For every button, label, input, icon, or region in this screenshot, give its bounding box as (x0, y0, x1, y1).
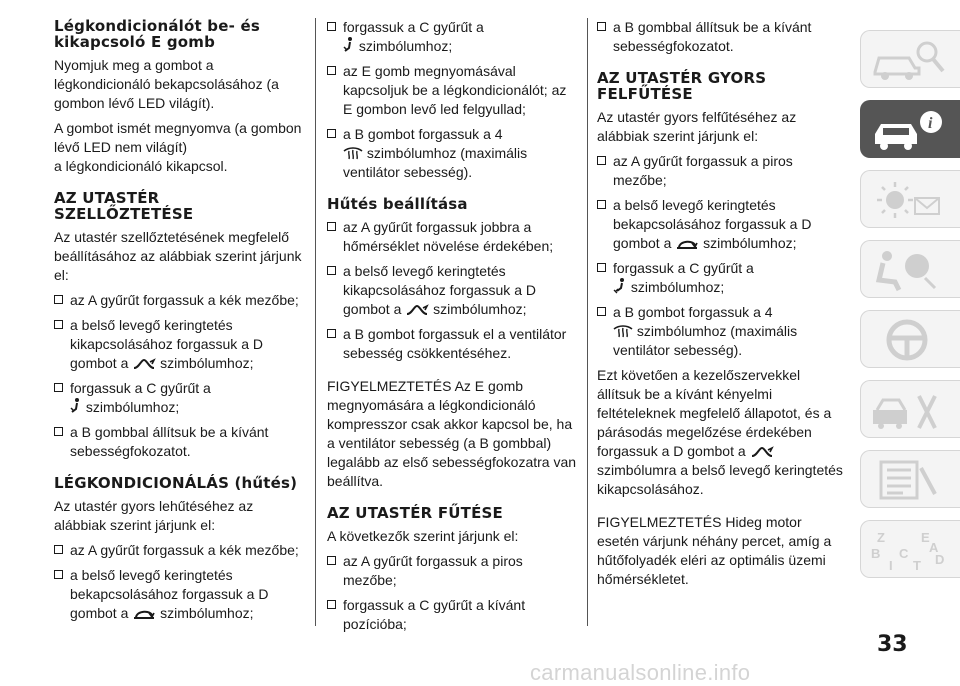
heading-ventilation: AZ UTASTÉR SZELLŐZTETÉSE (54, 189, 194, 223)
fresh-air-icon (750, 446, 774, 458)
list-item: a belső levegő keringtetés kikapcsolásához forgassuk a D gombot a szimbólumhoz; (54, 316, 302, 373)
tab-alphabetical-index[interactable] (860, 520, 960, 578)
tab-maintenance[interactable] (860, 450, 960, 508)
fresh-air-icon (132, 358, 156, 370)
checkbox-bullet-icon (597, 156, 606, 165)
text-column-3 (597, 18, 847, 595)
air-to-feet-icon (70, 398, 82, 414)
list-item: a B gombbal állítsuk be a kívánt sebességfokozatot. (54, 423, 302, 461)
checkbox-bullet-icon (54, 383, 63, 392)
checkbox-bullet-icon (54, 545, 63, 554)
car-search-icon (869, 38, 949, 82)
list-item: a B gombot forgassuk el a ventilátor sebesség csökkentéséhez. (327, 325, 577, 363)
tab-safety[interactable] (860, 240, 960, 298)
list-item: a belső levegő keringtetés bekapcsolásához forgassuk a D gombot a szimbólumhoz; (54, 566, 302, 623)
checkbox-bullet-icon (327, 556, 336, 565)
index-letter: D (935, 552, 945, 567)
tab-emergency[interactable] (860, 380, 960, 438)
index-letter: C (899, 546, 909, 561)
checkbox-bullet-icon (597, 263, 606, 272)
warning-paragraph: FIGYELMEZTETÉS Az E gomb megnyomására a légkondicionáló kompresszor csak akkor kapcsol be, ha a ventilátor sebesség (a B gombbal) legalább az első sebességfokozatra van beállítva. (327, 378, 577, 489)
checkbox-bullet-icon (327, 329, 336, 338)
checkbox-bullet-icon (327, 66, 336, 75)
air-recirculation-icon (132, 608, 156, 620)
tab-driving[interactable] (860, 310, 960, 368)
paragraph: A gombot ismét megnyomva (a gombon lévő LED nem világít) a légkondicionáló kikapcsol. (54, 120, 302, 174)
checkbox-bullet-icon (54, 295, 63, 304)
list-item: az A gyűrűt forgassuk jobbra a hőmérséklet növelése érdekében; (327, 218, 577, 256)
paragraph: Az utastér szellőztetésének megfelelő beállításához az alábbiak szerint járjunk el: (54, 229, 302, 283)
checkbox-bullet-icon (54, 320, 63, 329)
list-item: a B gombot forgassuk a 4 szimbólumhoz (maximális ventilátor sebesség). (327, 125, 577, 182)
list-item: forgassuk a C gyűrűt a szimbólumhoz; (327, 18, 577, 56)
index-letter: Z (877, 530, 885, 545)
index-letter: A (929, 540, 939, 555)
air-recirculation-icon (675, 238, 699, 250)
warning-light-icon (869, 178, 949, 222)
checkbox-bullet-icon (327, 129, 336, 138)
air-feet-windscreen-icon (613, 278, 627, 294)
list-item: az A gyűrűt forgassuk a kék mezőbe; (54, 291, 302, 310)
index-letter: T (913, 558, 921, 572)
checkbox-bullet-icon (597, 22, 606, 31)
list-item: az A gyűrűt forgassuk a kék mezőbe; (54, 541, 302, 560)
warning-paragraph: FIGYELMEZTETÉS Hideg motor esetén várjunk néhány percet, amíg a hűtőfolyadék eléri az optimális üzemi hőmérsékletet. (597, 514, 832, 587)
list-item: az A gyűrűt forgassuk a piros mezőbe; (327, 552, 577, 590)
heading-ac-switch: Légkondicionálót be- és kikapcsoló E gomb (54, 17, 260, 51)
checkbox-bullet-icon (54, 427, 63, 436)
checkbox-bullet-icon (327, 22, 336, 31)
checkbox-bullet-icon (597, 200, 606, 209)
tab-car-search[interactable] (860, 30, 960, 88)
page-number: 33 (877, 632, 908, 657)
heading-heating: AZ UTASTÉR FŰTÉSE (327, 504, 503, 522)
defrost-icon (613, 324, 633, 338)
index-list-icon (869, 458, 949, 502)
checkbox-bullet-icon (327, 266, 336, 275)
car-info-icon (869, 108, 949, 152)
list-item: a belső levegő keringtetés bekapcsolásához forgassuk a D gombot a szimbólumhoz; (597, 196, 847, 253)
watermark: carmanualsonline.info (530, 660, 751, 685)
alphabet-index-icon (869, 528, 949, 572)
checkbox-bullet-icon (54, 570, 63, 579)
index-letter: E (921, 530, 930, 545)
air-to-feet-icon (343, 37, 355, 53)
column-divider (587, 18, 588, 626)
checkbox-bullet-icon (327, 222, 336, 231)
list-item: az A gyűrűt forgassuk a piros mezőbe; (597, 152, 847, 190)
heading-cooling: LÉGKONDICIONÁLÁS (hűtés) (54, 474, 298, 492)
list-item: forgassuk a C gyűrűt a szimbólumhoz; (54, 379, 302, 417)
checkbox-bullet-icon (597, 307, 606, 316)
paragraph: Az utastér gyors felfűtéséhez az alábbiak szerint járjunk el: (597, 109, 797, 144)
paragraph: Az utastér gyors lehűtéséhez az alábbiak szerint járjunk el: (54, 498, 254, 533)
tab-warning-lights[interactable] (860, 170, 960, 228)
list-item: a belső levegő keringtetés kikapcsolásához forgassuk a D gombot a szimbólumhoz; (327, 262, 577, 319)
column-divider (315, 18, 316, 626)
text-column-2 (327, 18, 577, 640)
index-letter: I (889, 558, 893, 572)
defrost-icon (343, 146, 363, 160)
tab-car-info[interactable] (860, 100, 960, 158)
paragraph: Ezt követően a kezelőszervekkel állítsuk be a kívánt kényelmi feltételeknek megfelelő állapotot, és a párásodás megelőzése érdekében forgassuk a D gombot a szimbólumra a belső levegő keringtetés kikapcsolásához. (597, 367, 843, 497)
paragraph: Nyomjuk meg a gombot a légkondicionáló bekapcsolásához (a gombon lévő LED világít). (54, 57, 279, 111)
steering-wheel-icon (869, 318, 949, 362)
heading-cooling-setting: Hűtés beállítása (327, 195, 468, 213)
list-item: forgassuk a C gyűrűt a kívánt pozícióba; (327, 596, 577, 634)
checkbox-bullet-icon (327, 600, 336, 609)
svg-text:i: i (928, 115, 933, 132)
list-item: az E gomb megnyomásával kapcsoljuk be a légkondicionálót; az E gombon levő led felgyullad; (327, 62, 577, 119)
index-letter: B (871, 546, 881, 561)
list-item: a B gombbal állítsuk be a kívánt sebességfokozatot. (597, 18, 847, 56)
car-tools-icon (869, 388, 949, 432)
airbag-seat-icon (869, 248, 949, 292)
list-item: a B gombot forgassuk a 4 szimbólumhoz (maximális ventilátor sebesség). (597, 303, 847, 360)
paragraph: A következők szerint járjunk el: (327, 528, 519, 544)
heading-fast-heating: AZ UTASTÉR GYORS FELFŰTÉSE (597, 69, 767, 103)
text-column-1 (54, 18, 302, 629)
fresh-air-icon (405, 304, 429, 316)
list-item: forgassuk a C gyűrűt a szimbólumhoz; (597, 259, 847, 297)
